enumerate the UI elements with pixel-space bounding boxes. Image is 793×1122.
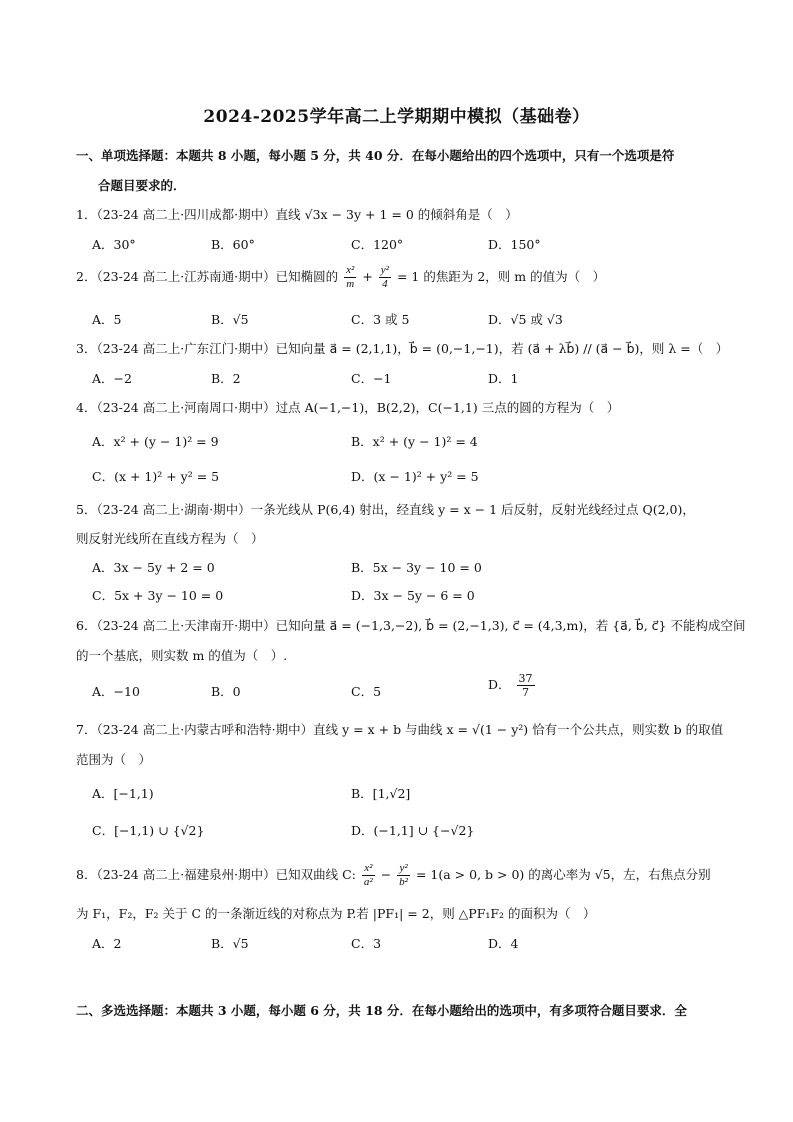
q5-option-b: B．5x − 3y − 10 = 0 <box>351 560 482 575</box>
q8-option-d: D．4 <box>488 936 519 951</box>
q4-option-b: B．x² + (y − 1)² = 4 <box>351 434 478 449</box>
q8-option-a: A．2 <box>92 936 122 951</box>
q2-stem-start: 2．（23-24 高二上·江苏南通·期中）已知椭圆的 <box>76 269 339 284</box>
q6-option-d-fraction <box>517 672 535 699</box>
q5-option-d: D．3x − 5y − 6 = 0 <box>351 588 475 603</box>
q8-fraction-y <box>397 862 410 889</box>
q7-option-b: B．[1,√2] <box>351 786 411 801</box>
q6-option-b: B．0 <box>211 684 241 699</box>
question-4-stem: 4．（23-24 高二上·河南周口·期中）过点 A(−1,−1)，B(2,2)，C(−1,1) 三点的圆的方程为（ ） <box>76 400 620 415</box>
q8-frac1-den: a² <box>363 876 373 888</box>
q2-option-d: D．√5 或 √3 <box>488 312 563 327</box>
section1-heading: 一、单项选择题：本题共 8 小题，每小题 5 分，共 40 分．在每小题给出的四个选项中，只有一个选项是符 <box>76 148 675 163</box>
q6-option-c: C．5 <box>351 684 382 699</box>
question-2-stem <box>76 264 605 291</box>
q6-optd-den: 7 <box>522 686 530 699</box>
question-5-stem-cont: 则反射光线所在直线方程为（ ） <box>76 531 264 546</box>
q2-frac2-num: y² <box>380 264 389 276</box>
q8-stem-end: = 1(a > 0, b > 0) 的离心率为 √5，左，右焦点分别 <box>415 867 711 882</box>
q5-option-c: C．5x + 3y − 10 = 0 <box>92 588 224 603</box>
q7-option-d: D．(−1,1] ∪ {−√2} <box>351 823 475 838</box>
q2-fraction-x <box>344 264 356 291</box>
q4-option-a: A．x² + (y − 1)² = 9 <box>92 434 219 449</box>
q4-option-d: D．(x − 1)² + y² = 5 <box>351 469 479 484</box>
q1-option-a: A．30° <box>92 237 136 252</box>
question-8-stem-cont: 为 F₁，F₂，F₂ 关于 C 的一条渐近线的对称点为 P.若 |PF₁| = 2，则 △PF₁F₂ 的面积为（ ） <box>76 906 596 921</box>
q2-stem-end: = 1 的焦距为 2，则 m 的值为（ ） <box>396 269 606 284</box>
question-8-stem <box>76 862 711 889</box>
q6-option-d-label: D． <box>488 677 511 692</box>
q8-minus: − <box>380 867 392 882</box>
question-6-stem-cont: 的一个基底，则实数 m 的值为（ ）. <box>76 648 288 663</box>
q2-option-a: A．5 <box>92 312 122 327</box>
q8-option-b: B．√5 <box>211 936 249 951</box>
q8-fraction-x <box>362 862 375 889</box>
section2-heading: 二、多选选择题：本题共 3 小题，每小题 6 分，共 18 分．在每小题给出的选项中，有多项符合题目要求．全 <box>76 1003 687 1018</box>
q2-fraction-y <box>379 264 391 291</box>
q8-frac2-num: y² <box>397 862 410 876</box>
question-1-stem: 1．（23-24 高二上·四川成都·期中）直线 √3x − 3y + 1 = 0 的倾斜角是（ ） <box>76 207 518 222</box>
q3-option-b: B．2 <box>211 371 241 386</box>
question-3-stem: 3．（23-24 高二上·广东江门·期中）已知向量 a⃗ = (2,1,1)，b⃗ = (0,−1,−1)，若 (a⃗ + λb⃗) // (a⃗ − b⃗)，则 λ =（ ） <box>76 341 729 356</box>
question-7-stem-cont: 范围为（ ） <box>76 752 152 767</box>
question-5-stem: 5．（23-24 高二上·湖南·期中）一条光线从 P(6,4) 射出，经直线 y = x − 1 后反射，反射光线经过点 Q(2,0)， <box>76 502 695 517</box>
question-6-stem: 6．（23-24 高二上·天津南开·期中）已知向量 a⃗ = (−1,3,−2), b⃗ = (2,−1,3), c⃗ = (4,3,m)，若 {a⃗, b⃗, c⃗} 不能构成空间 <box>76 618 746 633</box>
q8-frac2-den: b² <box>399 876 408 888</box>
page-title: 2024-2025学年高二上学期期中模拟（基础卷） <box>203 107 590 127</box>
question-7-stem: 7．（23-24 高二上·内蒙古呼和浩特·期中）直线 y = x + b 与曲线 x = √(1 − y²) 恰有一个公共点，则实数 b 的取值 <box>76 722 724 737</box>
q2-option-b: B．√5 <box>211 312 249 327</box>
q3-option-c: C．−1 <box>351 371 392 386</box>
q3-option-d: D．1 <box>488 371 519 386</box>
q8-stem-start: 8．（23-24 高二上·福建泉州·期中）已知双曲线 C: <box>76 867 356 882</box>
q7-option-c: C．[−1,1) ∪ {√2} <box>92 823 205 838</box>
q1-option-b: B．60° <box>211 237 255 252</box>
q3-option-a: A．−2 <box>92 371 132 386</box>
q8-option-c: C．3 <box>351 936 382 951</box>
q1-option-c: C．120° <box>351 237 404 252</box>
q6-option-a: A．−10 <box>92 684 140 699</box>
q7-option-a: A．[−1,1) <box>92 786 154 801</box>
q2-frac1-num: x² <box>346 264 355 276</box>
q4-option-c: C．(x + 1)² + y² = 5 <box>92 469 220 484</box>
q8-frac1-num: x² <box>362 862 375 876</box>
q2-frac1-den: m <box>346 278 355 290</box>
q6-optd-num: 37 <box>518 672 533 685</box>
q1-option-d: D．150° <box>488 237 541 252</box>
q2-plus: + <box>362 269 373 284</box>
section1-heading-cont: 合题目要求的． <box>98 178 186 193</box>
q6-option-d <box>488 672 537 699</box>
q5-option-a: A．3x − 5y + 2 = 0 <box>92 560 215 575</box>
q2-option-c: C．3 或 5 <box>351 312 410 327</box>
q2-frac2-den: 4 <box>382 278 388 290</box>
